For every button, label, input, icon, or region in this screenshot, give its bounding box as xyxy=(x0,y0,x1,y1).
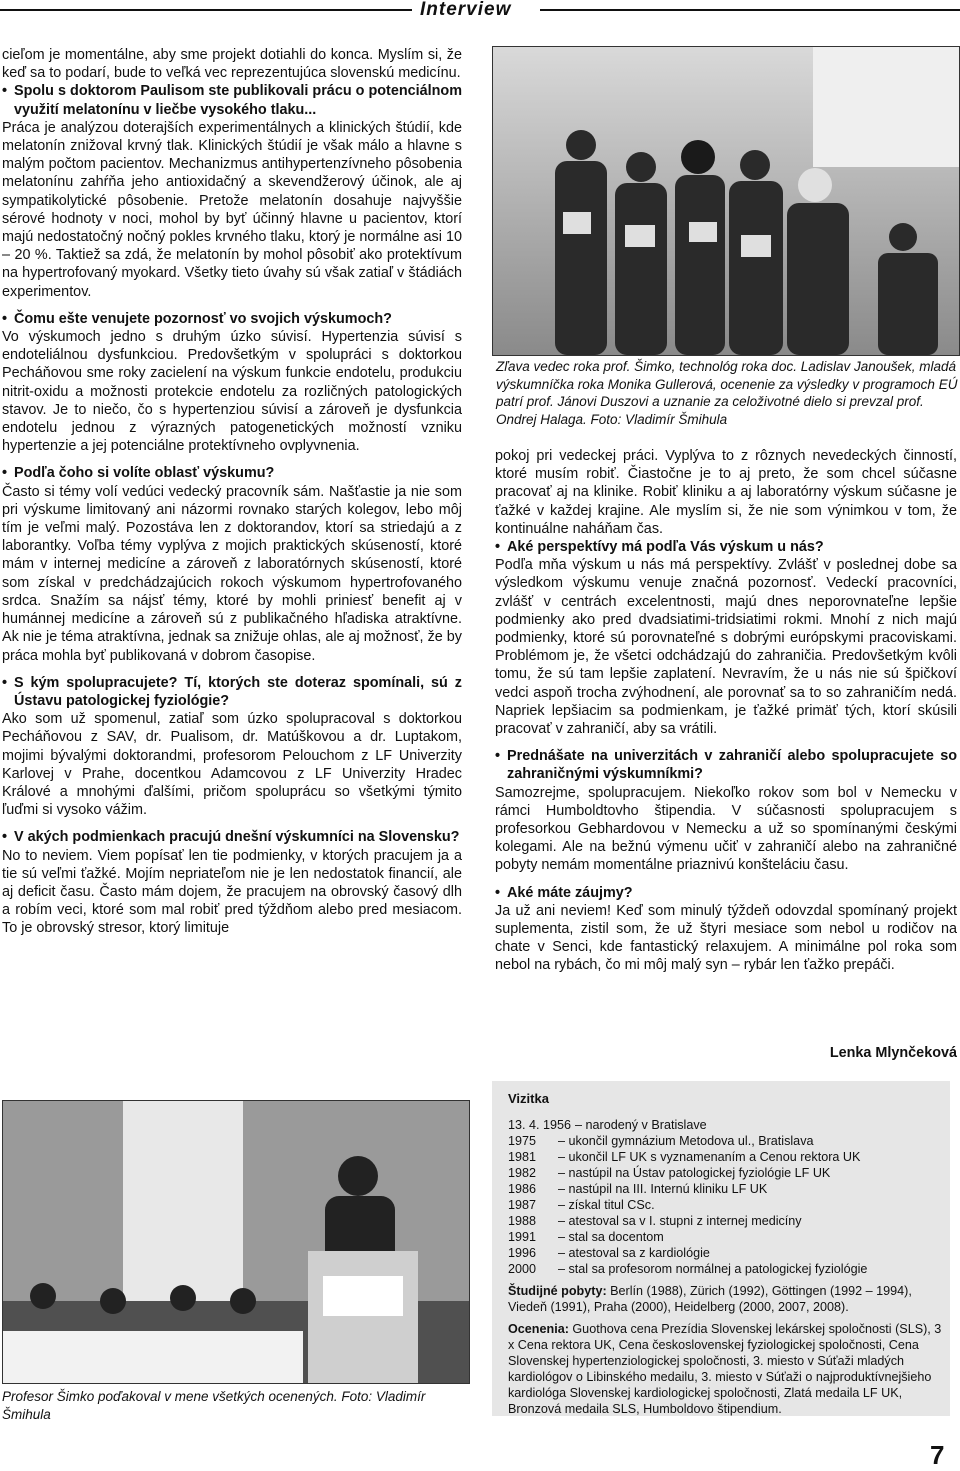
answer: No to neviem. Viem popísať len tie podmienky, v ktorých pracujem ja a tie sú veľmi ťažké. Mojím nepriateľom nie je len nedostatok financií, ale aj deficit času. Často mám dojem, že pracujem na obrovský časový dlh a robím veci, ktoré som mal robiť pred týždňom alebo pred mesiacom. To je obrovský stresor, ktorý limituje xyxy=(2,847,462,937)
question: • Aké perspektívy má podľa Vás výskum u nás? xyxy=(495,538,957,556)
bio-row xyxy=(508,1197,942,1213)
bio-year: 1982 xyxy=(508,1166,537,1180)
bio-row xyxy=(508,1149,942,1165)
bio-text: – narodený v Bratislave xyxy=(575,1118,707,1132)
bio-year: 13. 4. 1956 xyxy=(508,1118,572,1132)
bio-title: Vizitka xyxy=(508,1091,549,1106)
author-byline: Lenka Mlynčeková xyxy=(829,1045,957,1061)
bio-text: – atestoval sa z kardiológie xyxy=(558,1246,710,1260)
bio-text: – nastúpil na III. Internú kliniku LF UK xyxy=(558,1182,768,1196)
award-group-photo xyxy=(492,46,960,356)
qa-block xyxy=(2,674,462,820)
bio-row xyxy=(508,1245,942,1261)
right-column xyxy=(495,447,957,984)
bio-row xyxy=(508,1261,942,1277)
photo2-caption: Profesor Šimko poďakoval v mene všetkých ocenených. Foto: Vladimír Šmihula xyxy=(2,1389,426,1422)
bio-year: 1981 xyxy=(508,1150,537,1164)
bio-row xyxy=(508,1165,942,1181)
qa-block xyxy=(2,310,462,456)
bio-text: – ukončil gymnázium Metodova ul., Bratislava xyxy=(558,1134,814,1148)
answer: Samozrejme, spolupracujem. Niekoľko rokov som bol v Nemecku v rámci Humboldtovho štipendia. V súčasnosti spolupracujem s profesorkou Gebhardovou v Nemecku a už so spomínanými českými kolegami. Ale na bežnú výmenu učiť v zahraničí alebo na zahraničné pobyty nemám momentálne priaznivú konšteláciu času. xyxy=(495,784,957,874)
answer: Často si témy volí vedúci vedecký pracovník sám. Našťastie ja nie som pri výskume limitovaný ani názormi rovnako starých kolegov, lebo môj tím je veľmi malý. Pozostáva len z doktorandov, ktorí sa striedajú a z laborantky. Voľba témy vyplýva z mojich praktických skúseností, ktoré mám v internej medicíne a zároveň z laboratórnych skúseností, ktoré som získal v predchádzajúcich rokoch výskumom hypertrofovaného srdca. Snažím sa nájsť témy, ktoré by mohli priniesť benefit aj v humánnej medicíne a zároveň sú z publikačného hľadiska atraktívne. Ak nie je téma atraktívna, jednak sa znižuje ohlas, ale aj možnosť, že by práca mohla byť publikovaná v dobrom časopise. xyxy=(2,483,462,664)
qa-block xyxy=(2,828,462,937)
header-rule-left xyxy=(0,9,412,11)
bio-row xyxy=(508,1181,942,1197)
bio-year: 1975 xyxy=(508,1134,537,1148)
bio-row xyxy=(508,1213,942,1229)
qa-block xyxy=(495,747,957,874)
answer: Ja už ani neviem! Keď som minulý týždeň odovzdal spomínaný projekt suplementa, zistil som, že už štyri mesiace som nebol u rodičov na chate v Senci, kde fantastický relaxujem. A minimálne pol roka som nebol na rybách, čo mi môj malý syn – rybár len ťažko prepáči. xyxy=(495,902,957,974)
question: • Čomu ešte venujete pozornosť vo svojich výskumoch? xyxy=(2,310,462,328)
photo1-caption: Zľava vedec roka prof. Šimko, technológ roka doc. Ladislav Janoušek, mladá výskumníčka roka Monika Gullerová, ocenenie za výsledky v programoch EÚ patrí prof. Jánovi Duszovi a uznanie za celoživotné dielo si prevzal prof. Ondrej Halaga. Foto: Vladimír Šmihula xyxy=(496,359,958,427)
question: • Spolu s doktorom Paulisom ste publikovali prácu o potenciálnom využití melatonínu v liečbe vysokého tlaku... xyxy=(2,82,462,118)
bio-study xyxy=(508,1283,942,1315)
qa-block xyxy=(2,82,462,300)
bio-text: – ukončil LF UK s vyznamenaním a Cenou rektora UK xyxy=(558,1150,861,1164)
qa-block xyxy=(2,464,462,664)
answer: Práca je analýzou doterajších experimentálnych a klinických štúdií, kde melatonín znižoval krvný tlak. Klinických štúdií je však málo a hlavne s malým počtom pacientov. Mechanizmus antihypertenzívneho pôsobenia melatonínu zahŕňa jeho antioxidačný a skevendžerový účinok, ale aj sympatikolytické pôsobenie. Pretože melatonín dosahuje najvyššie sérové hodnoty v noci, mohol by byť účinný hlavne u pacientov, ktorí majú nedostatočný nočný pokles krvného tlaku, ktorý je normálne asi 10 – 20 %. Taktiež sa zdá, že melatonín by mohol pôsobiť ako protektívum na hypertrofovaný myokard. Všetky tieto úvahy sú však zatiaľ v štádiách experimentov. xyxy=(2,119,462,300)
bio-awards-label: Ocenenia: xyxy=(508,1322,569,1336)
question: • Aké máte záujmy? xyxy=(495,884,957,902)
qa-block xyxy=(495,884,957,975)
bio-study-text: Berlín (1988), Zürich (1992), Göttingen (1992 – 1994), Viedeň (1991), Praha (2000), Heidelberg (2000, 2007, 2008). xyxy=(508,1284,912,1314)
question: • Podľa čoho si volíte oblasť výskumu? xyxy=(2,464,462,482)
bio-year: 1986 xyxy=(508,1182,537,1196)
answer: Podľa mňa výskum u nás má perspektívy. Zvlášť v poslednej dobe sa výsledkom výskumu venuje značná pozornosť. Vedeckí pracovníci, zvlášť v centrách excelentnosti, majú dnes neporovnateľne lepšie podmienky ako pred dvadsiatimi-tridsiatimi rokmi. Mnohí z nich majú podmienky, ktoré sú porovnateľné s dobrými európskymi pracoviskami. Problémom je, že všetci odchádzajú do zahraničia. Predovšetkým kvôli tomu, že sú tam lepšie zaplatení. Nevravím, že u nás nie sú špičkoví vedci aspoň trocha zvýhodnení, ale porovnať sa to so zahraničím nedá. Napriek lepšiacim sa podmienkam, je ťažké primäť tých, ktorí skúsili pracovať v zahraničí, aby sa vrátili. xyxy=(495,557,957,738)
page-number: 7 xyxy=(930,1440,945,1470)
bio-row xyxy=(508,1229,942,1245)
bio-year: 1987 xyxy=(508,1198,537,1212)
bio-text: – stal sa profesorom normálnej a patologickej fyziológie xyxy=(558,1262,868,1276)
bio-text: – stal sa docentom xyxy=(558,1230,664,1244)
qa-block xyxy=(495,538,957,738)
bio-text: – atestoval sa v I. stupni z internej medicíny xyxy=(558,1214,802,1228)
question: • S kým spolupracujete? Tí, ktorých ste doteraz spomínali, sú z Ústavu patologickej fyziológie? xyxy=(2,674,462,710)
bio-awards xyxy=(508,1321,942,1417)
bio-row xyxy=(508,1117,942,1133)
answer: Ako som už spomenul, zatiaľ som úzko spolupracoval s doktorkou Pecháňovou z SAV, dr. Pualisom, dr. Matúškovou a dr. Luptakom, mojimi bývalými doktorandmi, profesorom Pelouchom z LF Univerzity Karlovej v Prahe, docentkou Adamcovou z LF Univerzity Hradec Králové a mnohými ďalšími, pričom spoluprácu so všetkými týmito ľuďmi si vysoko vážim. xyxy=(2,711,462,819)
bio-text: – získal titul CSc. xyxy=(558,1198,655,1212)
bio-awards-text: Guothova cena Prezídia Slovenskej lekárskej spoločnosti (SLS), 3 x Cena rektora UK, Cena československej fyziologickej spoločnosti, Cena Slovenskej hypertenziologickej spoločnosti, 3. miesto v Súťaži mladých kardiológov o Libinského medailu, 3. miesto v Súťaži o najproduktívnejšieho kardiológa Slovenskej kardiologickej spoločnosti, Zlatá medaila LF UK, Bronzová medaila SLS, Humboldovo štipendium. xyxy=(508,1322,942,1416)
question: • Prednášate na univerzitách v zahraničí alebo spolupracujete so zahraničnými výskumníkmi? xyxy=(495,747,957,783)
section-title: Interview xyxy=(420,0,512,20)
speaker-photo xyxy=(2,1100,470,1384)
speaker-photo-image xyxy=(3,1101,469,1383)
bio-year: 1988 xyxy=(508,1214,537,1228)
bio-year: 1991 xyxy=(508,1230,537,1244)
header-rule-right xyxy=(540,9,960,11)
left-column xyxy=(2,46,462,947)
right-intro: pokoj pri vedeckej práci. Vyplýva to z rôznych nevedeckých činností, ktoré musím robiť. Čiastočne je to aj preto, že som chcel súčasne pracovať aj na klinike. Robiť kliniku a aj laboratórny výskum súčasne je ťažké v každej krajine. Ale myslím si, že nie som výnimkou v tom, že kontinuálne naháňam čas. xyxy=(495,448,957,537)
bio-year: 1996 xyxy=(508,1246,537,1260)
left-intro: cieľom je momentálne, aby sme projekt dotiahli do konca. Myslím si, že keď sa to podarí, bude to veľká vec reprezentujúca slovenskú medicínu. xyxy=(2,47,462,82)
bio-year: 2000 xyxy=(508,1262,537,1276)
question: • V akých podmienkach pracujú dnešní výskumníci na Slovensku? xyxy=(2,828,462,846)
answer: Vo výskumoch jedno s druhým úzko súvisí. Hypertenzia súvisí s endoteliálnou dysfunkciou. Predovšetkým v spolupráci s doktorkou Pecháňovou sme roky zacielení na výskum funkcie endotelu, produkciu nitrit-oxidu a možnosti protekcie endotelu za rozličných patologických stavov. Je to niečo, čo s hypertenziou súvisí a zároveň je dysfunkcia endotelu jednou z výrazných patogenetických možností vzniku hypertenzie a jej potenciálne protektívneho ovplyvnenia. xyxy=(2,329,462,455)
bio-text: – nastúpil na Ústav patologickej fyziológie LF UK xyxy=(558,1166,831,1180)
bio-box xyxy=(492,1081,950,1416)
bio-study-label: Študijné pobyty: xyxy=(508,1284,607,1298)
bio-row xyxy=(508,1133,942,1149)
award-group-photo-image xyxy=(493,47,959,355)
